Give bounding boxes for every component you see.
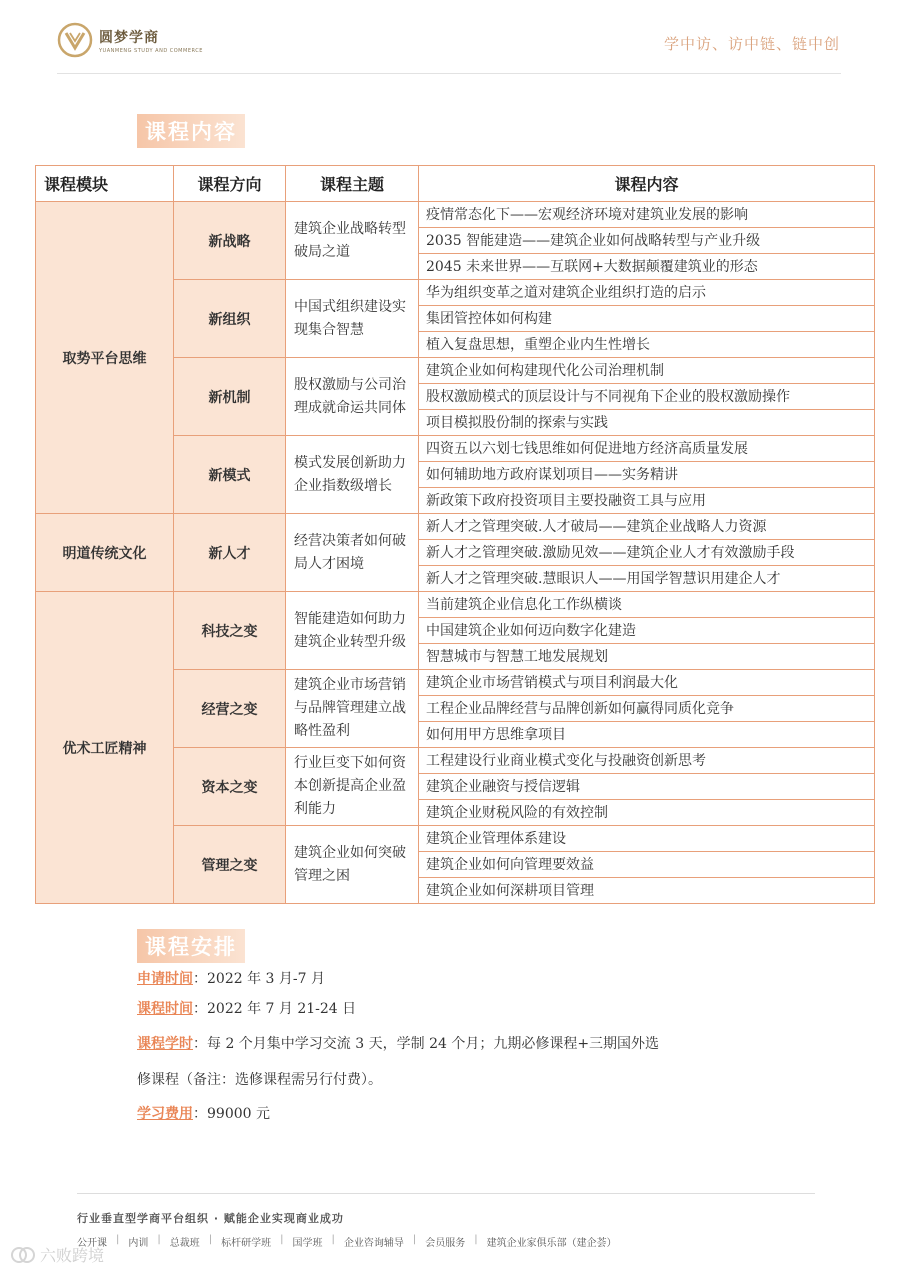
direction-cell: 经营之变	[174, 670, 286, 748]
direction-cell: 新组织	[174, 280, 286, 358]
content-item: 新人才之管理突破.慧眼识人——用国学智慧识用建企人才	[419, 566, 875, 592]
content-item: 2035 智能建造——建筑企业如何战略转型与产业升级	[419, 228, 875, 254]
course-hours-line-2	[137, 1069, 382, 1089]
theme-cell: 建筑企业市场营销与品牌管理建立战略性盈利	[286, 670, 419, 748]
course-time-line	[137, 998, 356, 1018]
course-table	[35, 165, 875, 904]
section-title-schedule: 课程安排	[137, 929, 245, 963]
header-direction: 课程方向	[174, 166, 286, 202]
direction-cell: 新模式	[174, 436, 286, 514]
header-module: 课程模块	[36, 166, 174, 202]
course-hours-value: ：每 2 个月集中学习交流 3 天，学制 24 个月；九期必修课程+三期国外选	[193, 1036, 660, 1052]
page-header	[0, 0, 900, 80]
watermark-text: 六败跨境	[40, 1246, 105, 1265]
content-item: 2045 未来世界——互联网+大数据颠覆建筑业的形态	[419, 254, 875, 280]
content-item: 中国建筑企业如何迈向数字化建造	[419, 618, 875, 644]
footer-links: 公开课 | 内训 | 总裁班 | 标杆研学班 | 国学班 | 企业咨询辅导 | 会员服务 | 建筑企业家俱乐部（建企荟）	[77, 1234, 617, 1249]
content-item: 建筑企业财税风险的有效控制	[419, 800, 875, 826]
brand-logo-icon	[57, 22, 93, 58]
content-item: 新人才之管理突破.人才破局——建筑企业战略人力资源	[419, 514, 875, 540]
module-cell: 明道传统文化	[36, 514, 174, 592]
content-item: 建筑企业如何向管理要效益	[419, 852, 875, 878]
theme-cell: 经营决策者如何破局人才困境	[286, 514, 419, 592]
content-item: 建筑企业融资与授信逻辑	[419, 774, 875, 800]
theme-cell: 模式发展创新助力企业指数级增长	[286, 436, 419, 514]
section-title-course-content: 课程内容	[137, 114, 245, 148]
content-item: 如何用甲方思维拿项目	[419, 722, 875, 748]
footer-link[interactable]: 总裁班	[169, 1238, 200, 1249]
footer-divider	[77, 1193, 815, 1194]
course-time-value: ：2022 年 7 月 21-24 日	[193, 1001, 357, 1017]
content-item: 项目模拟股份制的探索与实践	[419, 410, 875, 436]
content-item: 新政策下政府投资项目主要投融资工具与应用	[419, 488, 875, 514]
content-item: 集团管控体如何构建	[419, 306, 875, 332]
module-cell: 优术工匠精神	[36, 592, 174, 904]
course-hours-line	[137, 1033, 659, 1053]
direction-cell: 新战略	[174, 202, 286, 280]
direction-cell: 科技之变	[174, 592, 286, 670]
footer-link[interactable]: 公开课	[77, 1238, 107, 1249]
footer-title: 行业垂直型学商平台组织 · 赋能企业实现商业成功	[77, 1212, 344, 1225]
footer-link[interactable]: 企业咨询辅导	[343, 1238, 404, 1249]
watermark-icon	[10, 1245, 36, 1265]
header-content: 课程内容	[419, 166, 875, 202]
footer-link[interactable]: 建筑企业家俱乐部（建企荟）	[486, 1238, 617, 1249]
footer-link[interactable]: 会员服务	[425, 1238, 466, 1249]
direction-cell: 新人才	[174, 514, 286, 592]
fee-value: ：99000 元	[193, 1106, 270, 1122]
theme-cell: 股权激励与公司治理成就命运共同体	[286, 358, 419, 436]
header-theme: 课程主题	[286, 166, 419, 202]
course-hours-value-cont: 修课程（备注：选修课程需另行付费）。	[137, 1072, 382, 1088]
apply-time-label: 申请时间	[137, 971, 193, 987]
theme-cell: 智能建造如何助力建筑企业转型升级	[286, 592, 419, 670]
header-slogan: 学中访、访中链、链中创	[663, 35, 840, 53]
header-divider	[57, 73, 841, 74]
content-item: 疫情常态化下——宏观经济环境对建筑业发展的影响	[419, 202, 875, 228]
footer-link[interactable]: 内训	[128, 1238, 149, 1249]
brand-name: 圆梦学商	[99, 29, 159, 46]
content-item: 工程企业品牌经营与品牌创新如何赢得同质化竞争	[419, 696, 875, 722]
content-item: 新人才之管理突破.激励见效——建筑企业人才有效激励手段	[419, 540, 875, 566]
content-item: 建筑企业如何深耕项目管理	[419, 878, 875, 904]
table-row	[36, 592, 875, 618]
brand-subtitle: YUANMENG STUDY AND COMMERCE	[99, 47, 203, 54]
direction-cell: 资本之变	[174, 748, 286, 826]
table-row	[36, 202, 875, 228]
course-hours-label: 课程学时	[137, 1036, 193, 1052]
content-item: 当前建筑企业信息化工作纵横谈	[419, 592, 875, 618]
fee-line	[137, 1103, 270, 1123]
content-item: 建筑企业市场营销模式与项目利润最大化	[419, 670, 875, 696]
content-item: 华为组织变革之道对建筑企业组织打造的启示	[419, 280, 875, 306]
content-item: 智慧城市与智慧工地发展规划	[419, 644, 875, 670]
fee-label: 学习费用	[137, 1106, 193, 1122]
apply-time-line	[137, 968, 325, 988]
theme-cell: 中国式组织建设实现集合智慧	[286, 280, 419, 358]
watermark	[10, 1243, 104, 1266]
footer-link[interactable]: 标杆研学班	[221, 1238, 272, 1249]
direction-cell: 新机制	[174, 358, 286, 436]
content-item: 四资五以六划七钱思维如何促进地方经济高质量发展	[419, 436, 875, 462]
content-item: 建筑企业管理体系建设	[419, 826, 875, 852]
apply-time-value: ：2022 年 3 月-7 月	[193, 971, 325, 987]
table-row	[36, 514, 875, 540]
table-header-row	[36, 166, 875, 202]
theme-cell: 建筑企业战略转型破局之道	[286, 202, 419, 280]
theme-cell: 行业巨变下如何资本创新提高企业盈利能力	[286, 748, 419, 826]
content-item: 如何辅助地方政府谋划项目——实务精讲	[419, 462, 875, 488]
direction-cell: 管理之变	[174, 826, 286, 904]
theme-cell: 建筑企业如何突破管理之困	[286, 826, 419, 904]
content-item: 建筑企业如何构建现代化公司治理机制	[419, 358, 875, 384]
brand-logo[interactable]	[57, 22, 203, 58]
content-item: 股权激励模式的顶层设计与不同视角下企业的股权激励操作	[419, 384, 875, 410]
module-cell: 取势平台思维	[36, 202, 174, 514]
course-time-label: 课程时间	[137, 1001, 193, 1017]
content-item: 工程建设行业商业模式变化与投融资创新思考	[419, 748, 875, 774]
content-item: 植入复盘思想，重塑企业内生性增长	[419, 332, 875, 358]
footer-link[interactable]: 国学班	[292, 1238, 323, 1249]
